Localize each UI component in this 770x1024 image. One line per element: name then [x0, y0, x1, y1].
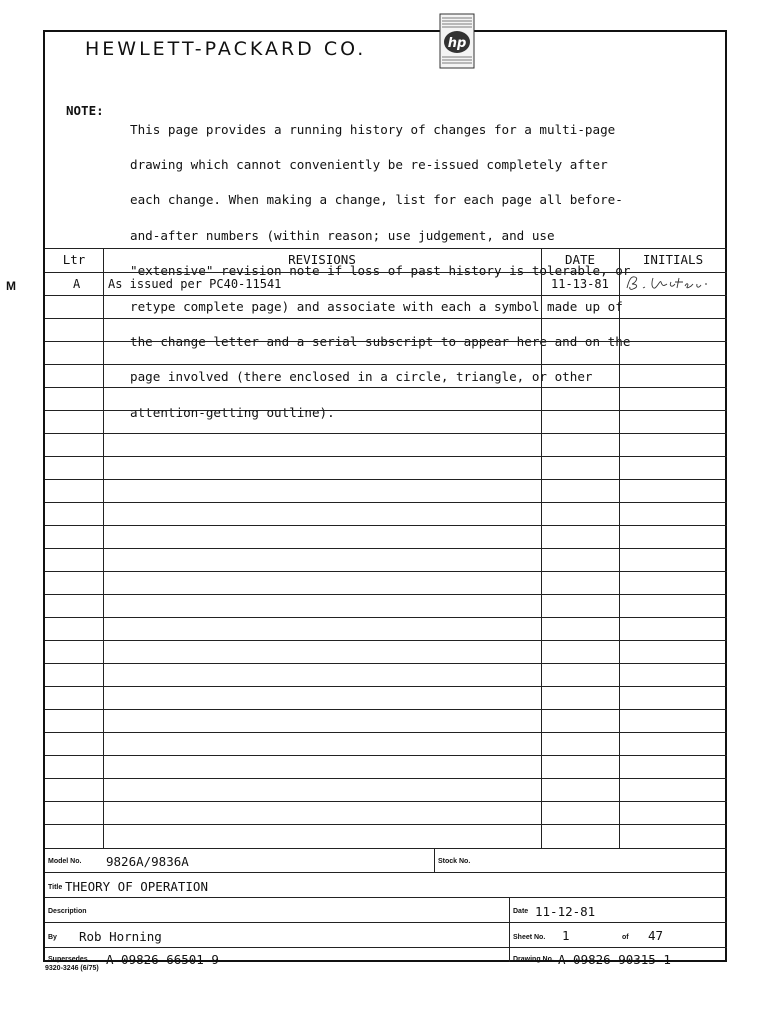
- table-row-line: [45, 778, 727, 779]
- table-row-line: [45, 617, 727, 618]
- model-label: Model No.: [48, 858, 82, 865]
- title-block-divider: [434, 848, 435, 872]
- date-label: Date: [513, 908, 529, 915]
- table-row-line: [45, 640, 727, 641]
- table-row-line: [45, 663, 727, 664]
- model-value: 9826A/9836A: [106, 854, 189, 869]
- date-value: 11-12-81: [535, 904, 596, 919]
- date-header: DATE: [564, 252, 596, 267]
- table-row-line: [45, 548, 727, 549]
- margin-mark: M: [6, 279, 16, 293]
- table-row-line: [45, 709, 727, 710]
- title-block-line: [45, 848, 727, 849]
- note-line: drawing which cannot conveniently be re-issued completely after: [130, 156, 608, 172]
- of-value: 47: [648, 928, 664, 943]
- revision-letter: A: [73, 277, 81, 291]
- sheet-label: Sheet No.: [513, 934, 546, 941]
- drawing-value: A-09826-90315-1: [558, 952, 671, 967]
- table-row-line: [45, 525, 727, 526]
- note-line: the change letter and a serial subscript to appear here and on the: [130, 333, 631, 349]
- table-column-line: [541, 248, 542, 848]
- table-row-line: [45, 456, 727, 457]
- initials-signature: [623, 272, 723, 292]
- title-block-line: [45, 897, 727, 898]
- note-label: NOTE:: [66, 103, 104, 118]
- table-row-line: [45, 732, 727, 733]
- hp-logo-icon: [438, 12, 476, 70]
- table-row-line: [45, 387, 727, 388]
- drawing-label: Drawing No.: [513, 956, 554, 963]
- table-row-line: [45, 686, 727, 687]
- table-row-line: [45, 571, 727, 572]
- table-row-line: [45, 341, 727, 342]
- ltr-header: Ltr: [62, 252, 86, 267]
- table-row-line: [45, 502, 727, 503]
- revision-text: As issued per PC40-11541: [108, 277, 282, 291]
- title-block-line: [45, 947, 727, 948]
- table-column-line: [103, 248, 104, 848]
- title-block-divider: [509, 897, 510, 962]
- by-label: By: [48, 934, 57, 941]
- table-column-line: [619, 248, 620, 848]
- form-number: 9320-3246 (6/75): [45, 965, 99, 972]
- title-block-line: [45, 872, 727, 873]
- title-label: Title: [48, 884, 63, 891]
- title-value: THEORY OF OPERATION: [65, 879, 208, 894]
- table-row-line: [45, 479, 727, 480]
- description-label: Description: [48, 908, 87, 915]
- table-row-line: [45, 272, 727, 273]
- supersedes-value: A-09826-66501-9: [106, 952, 219, 967]
- title-block-line: [45, 922, 727, 923]
- supersedes-label: Supersedes: [48, 956, 88, 963]
- stock-label: Stock No.: [438, 858, 471, 865]
- logo-text: hp: [447, 36, 467, 51]
- sheet-value: 1: [562, 928, 570, 943]
- table-row-line: [45, 248, 727, 249]
- table-row-line: [45, 433, 727, 434]
- note-line: attention-getting outline).: [130, 404, 335, 420]
- note-line: "extensive" revision note if loss of past history is tolerable, or: [130, 263, 631, 279]
- table-row-line: [45, 594, 727, 595]
- note-line: each change. When making a change, list for each page all before-: [130, 192, 623, 208]
- table-row-line: [45, 364, 727, 365]
- note-line: retype complete page) and associate with each a symbol made up of: [130, 298, 623, 314]
- revisions-header: REVISIONS: [288, 252, 356, 267]
- revisions-table: [45, 248, 727, 848]
- revision-date: 11-13-81: [551, 277, 609, 291]
- note-line: This page provides a running history of changes for a multi-page: [130, 121, 616, 137]
- initials-header: INITIALS: [642, 252, 704, 267]
- table-row-line: [45, 295, 727, 296]
- note-line: and-after numbers (within reason; use judgement, and use: [130, 227, 555, 243]
- title-block: [45, 848, 727, 967]
- table-row-line: [45, 755, 727, 756]
- of-label: of: [622, 934, 629, 941]
- table-row-line: [45, 318, 727, 319]
- by-value: Rob Horning: [79, 929, 162, 944]
- note-line: page involved (there enclosed in a circle, triangle, or other: [130, 369, 593, 385]
- table-row-line: [45, 824, 727, 825]
- company-name: HEWLETT-PACKARD CO.: [85, 38, 367, 60]
- table-row-line: [45, 801, 727, 802]
- table-row-line: [45, 410, 727, 411]
